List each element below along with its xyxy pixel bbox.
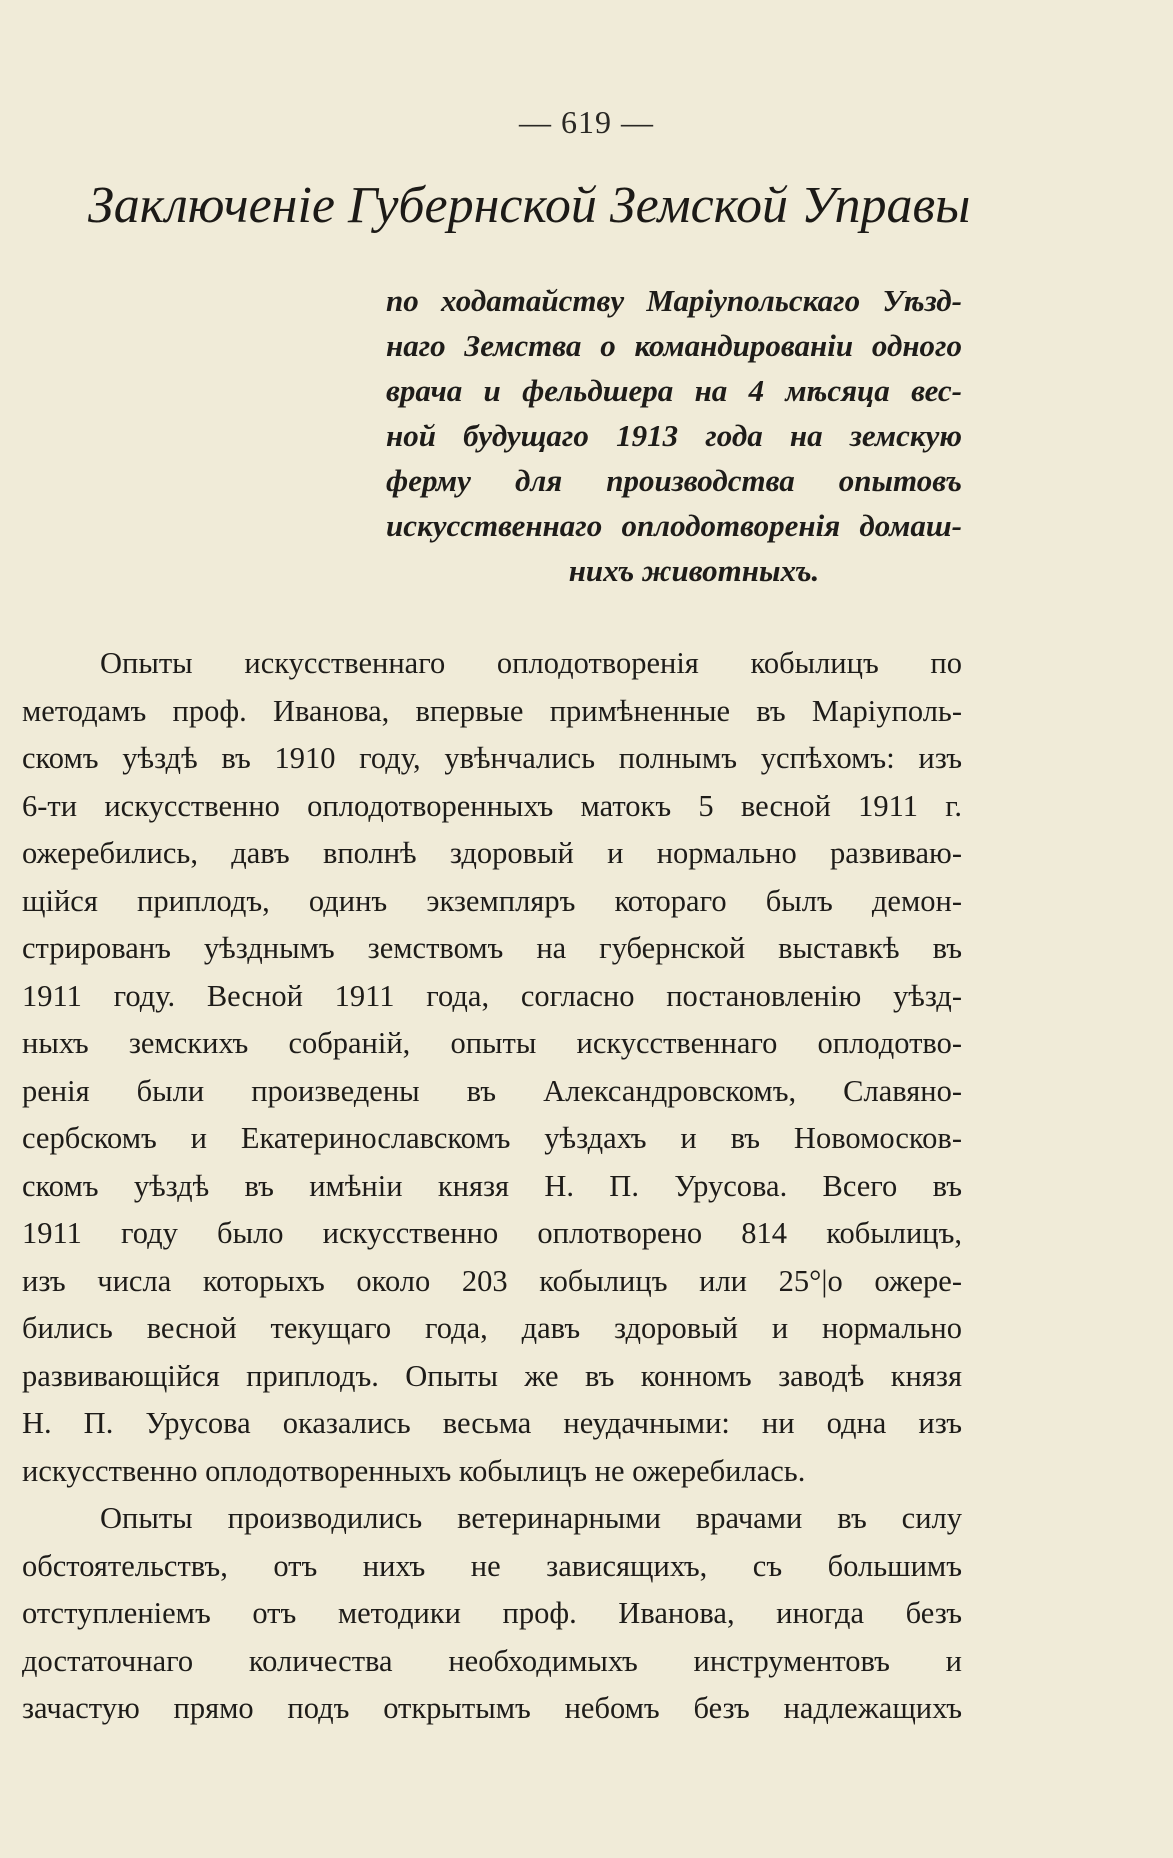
- body-line: ренiя были произведены въ Александровскомъ, Славяно-: [22, 1073, 962, 1108]
- body-text: [22, 640, 962, 1733]
- subheading-line: ферму для производства опытовъ: [386, 463, 962, 498]
- body-line: Опыты искусственнаго оплодотворенiя кобылицъ по: [100, 646, 962, 680]
- body-line: стрированъ уѣзднымъ земствомъ на губернской выставкѣ въ: [22, 931, 962, 965]
- document-subheading: [386, 278, 962, 593]
- body-line: ожеребились, давъ вполнѣ здоровый и нормально развиваю-: [22, 836, 962, 870]
- body-line: отступленiемъ отъ методики проф. Иванова, иногда безъ: [22, 1596, 962, 1630]
- body-line: щiйся приплодъ, одинъ экземпляръ котораго былъ демон-: [22, 883, 962, 918]
- body-line: 1911 году было искусственно оплотворено 814 кобылицъ,: [22, 1216, 962, 1250]
- body-line: сербскомъ и Екатеринославскомъ уѣздахъ и въ Новомосков-: [22, 1121, 962, 1155]
- page-number: — 619 —: [519, 104, 654, 140]
- body-line: Н. П. Урусова оказались весьма неудачными: ни одна изъ: [22, 1406, 962, 1440]
- body-line: Опыты производились ветеринарными врачами въ силу: [100, 1501, 962, 1535]
- subheading-line: по ходатайству Марiупольскаго Уѣзд-: [386, 283, 962, 318]
- subheading-line: врача и фельдшера на 4 мѣсяца вес-: [386, 373, 962, 408]
- body-line: бились весной текущаго года, давъ здоровый и нормально: [22, 1311, 962, 1345]
- body-line: изъ числа которыхъ около 203 кобылицъ или 25°|о ожере-: [22, 1263, 962, 1298]
- body-line: зачастую прямо подъ открытымъ небомъ безъ надлежащихъ: [22, 1691, 962, 1725]
- body-line: методамъ проф. Иванова, впервые примѣненные въ Марiуполь-: [22, 693, 962, 728]
- subheading-line: наго Земства о командированiи одного: [386, 328, 962, 363]
- body-line: развивающiйся приплодъ. Опыты же въ конномъ заводѣ князя: [22, 1358, 962, 1393]
- body-line: ныхъ земскихъ собранiй, опыты искусственнаго оплодотво-: [22, 1026, 962, 1060]
- body-line: 6-ти искусственно оплодотворенныхъ матокъ 5 весной 1911 г.: [22, 788, 962, 823]
- body-line: обстоятельствъ, отъ нихъ не зависящихъ, съ большимъ: [22, 1548, 962, 1583]
- body-line: достаточнаго количества необходимыхъ инструментовъ и: [22, 1643, 962, 1678]
- body-line: скомъ уѣздѣ въ имѣнiи князя Н. П. Урусова. Всего въ: [22, 1168, 962, 1203]
- body-line: 1911 году. Весной 1911 года, согласно постановленiю уѣзд-: [22, 978, 962, 1013]
- subheading-line: нихъ животныхъ.: [568, 553, 820, 588]
- body-line: искусственно оплодотворенныхъ кобылицъ не ожеребилась.: [22, 1453, 806, 1488]
- subheading-line: ной будущаго 1913 года на земскую: [386, 418, 962, 453]
- body-line: скомъ уѣздѣ въ 1910 году, увѣнчались полнымъ успѣхомъ: изъ: [22, 741, 962, 775]
- document-heading: Заключенiе Губернской Земской Управы: [88, 177, 971, 234]
- subheading-line: искусственнаго оплодотворенiя домаш-: [386, 508, 962, 543]
